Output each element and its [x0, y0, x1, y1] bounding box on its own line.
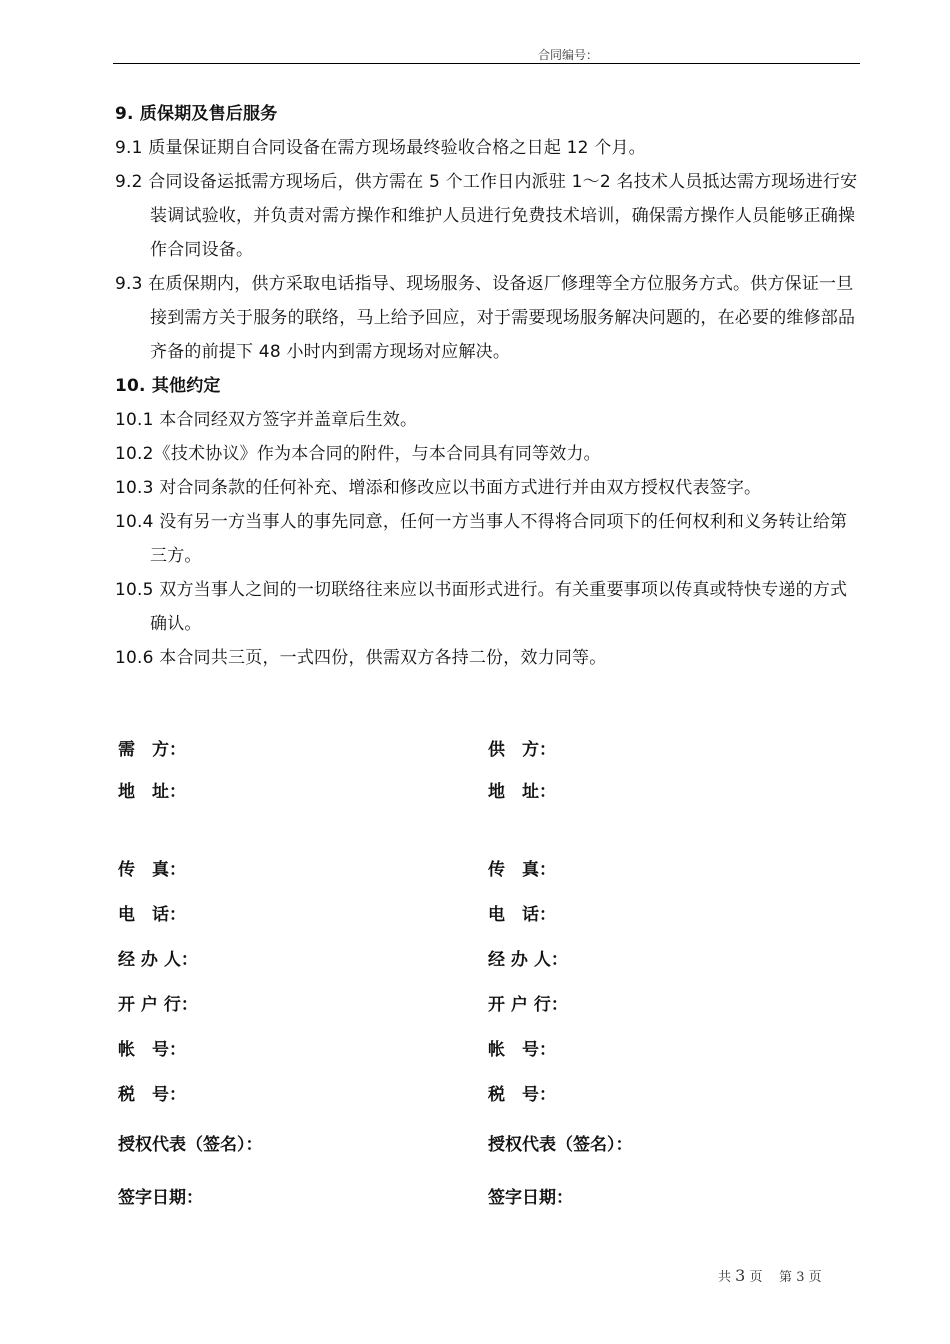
supplier-account-label: 帐 号： — [488, 1040, 556, 1060]
signature-row-date — [118, 1183, 858, 1223]
supplier-tax-label: 税 号： — [488, 1085, 556, 1105]
supplier-fax-label: 传 真： — [488, 860, 556, 880]
clause-9-3: 9.3 在质保期内，供方采取电话指导、现场服务、设备返厂修理等全方位服务方式。供方保证一旦接到需方关于服务的联络，马上给予回应，对于需要现场服务解决问题的，在必要的维修部品齐备的前提下 48 小时内到需方现场对应解决。 — [115, 274, 856, 362]
page-footer — [718, 1266, 822, 1285]
clause-9-1: 9.1 质量保证期自合同设备在需方现场最终验收合格之日起 12 个月。 — [115, 138, 646, 158]
supplier-sign-date-label: 签字日期： — [488, 1188, 573, 1208]
supplier-party-label: 供 方： — [488, 740, 556, 760]
signature-block — [118, 735, 858, 1223]
total-pages: 3 — [735, 1266, 746, 1285]
page-number: 3 — [796, 1270, 805, 1285]
clause-9-2: 9.2 合同设备运抵需方现场后，供方需在 5 个工作日内派驻 1～2 名技术人员抵达需方现场进行安装调试验收，并负责对需方操作和维护人员进行免费技术培训，确保需方操作人员能够正确操作合同设备。 — [115, 172, 858, 260]
buyer-address-label: 地 址： — [118, 782, 186, 802]
buyer-tax-label: 税 号： — [118, 1085, 186, 1105]
clause-10-2: 10.2《技术协议》作为本合同的附件，与本合同具有同等效力。 — [115, 444, 601, 464]
page-number-prefix: 第 — [779, 1270, 793, 1285]
supplier-handler-label: 经 办 人： — [488, 950, 568, 970]
header-divider — [113, 63, 860, 64]
signature-row-phone — [118, 900, 858, 945]
signature-row-account — [118, 1035, 858, 1080]
supplier-address-label: 地 址： — [488, 782, 556, 802]
total-pages-prefix: 共 — [718, 1270, 732, 1285]
clause-10-4: 10.4 没有另一方当事人的事先同意，任何一方当事人不得将合同项下的任何权利和义务转让给第三方。 — [115, 512, 848, 566]
signature-row-bank — [118, 990, 858, 1035]
buyer-phone-label: 电 话： — [118, 905, 186, 925]
signature-row-address — [118, 777, 858, 855]
supplier-bank-label: 开 户 行： — [488, 995, 568, 1015]
clause-10-3: 10.3 对合同条款的任何补充、增添和修改应以书面方式进行并由双方授权代表签字。 — [115, 478, 762, 498]
signature-row-party — [118, 735, 858, 777]
supplier-authorized-rep-label: 授权代表（签名）： — [488, 1135, 633, 1155]
buyer-authorized-rep-label: 授权代表（签名）： — [118, 1135, 263, 1155]
section-10-title: 10. 其他约定 — [115, 376, 221, 396]
signature-row-authorized — [118, 1130, 858, 1183]
buyer-bank-label: 开 户 行： — [118, 995, 198, 1015]
page-number-suffix: 页 — [808, 1270, 822, 1285]
clause-10-1: 10.1 本合同经双方签字并盖章后生效。 — [115, 410, 418, 430]
clause-10-5: 10.5 双方当事人之间的一切联络往来应以书面形式进行。有关重要事项以传真或特快专递的方式确认。 — [115, 580, 848, 634]
buyer-handler-label: 经 办 人： — [118, 950, 198, 970]
buyer-account-label: 帐 号： — [118, 1040, 186, 1060]
buyer-fax-label: 传 真： — [118, 860, 186, 880]
signature-row-tax — [118, 1080, 858, 1130]
contract-body — [115, 97, 860, 675]
buyer-sign-date-label: 签字日期： — [118, 1188, 203, 1208]
signature-row-fax — [118, 855, 858, 900]
clause-10-6: 10.6 本合同共三页，一式四份，供需双方各持二份，效力同等。 — [115, 648, 607, 668]
total-pages-suffix: 页 — [749, 1270, 763, 1285]
supplier-phone-label: 电 话： — [488, 905, 556, 925]
contract-number-label: 合同编号： — [538, 48, 599, 62]
section-9-title: 9. 质保期及售后服务 — [115, 104, 278, 124]
signature-row-handler — [118, 945, 858, 990]
buyer-party-label: 需 方： — [118, 740, 186, 760]
